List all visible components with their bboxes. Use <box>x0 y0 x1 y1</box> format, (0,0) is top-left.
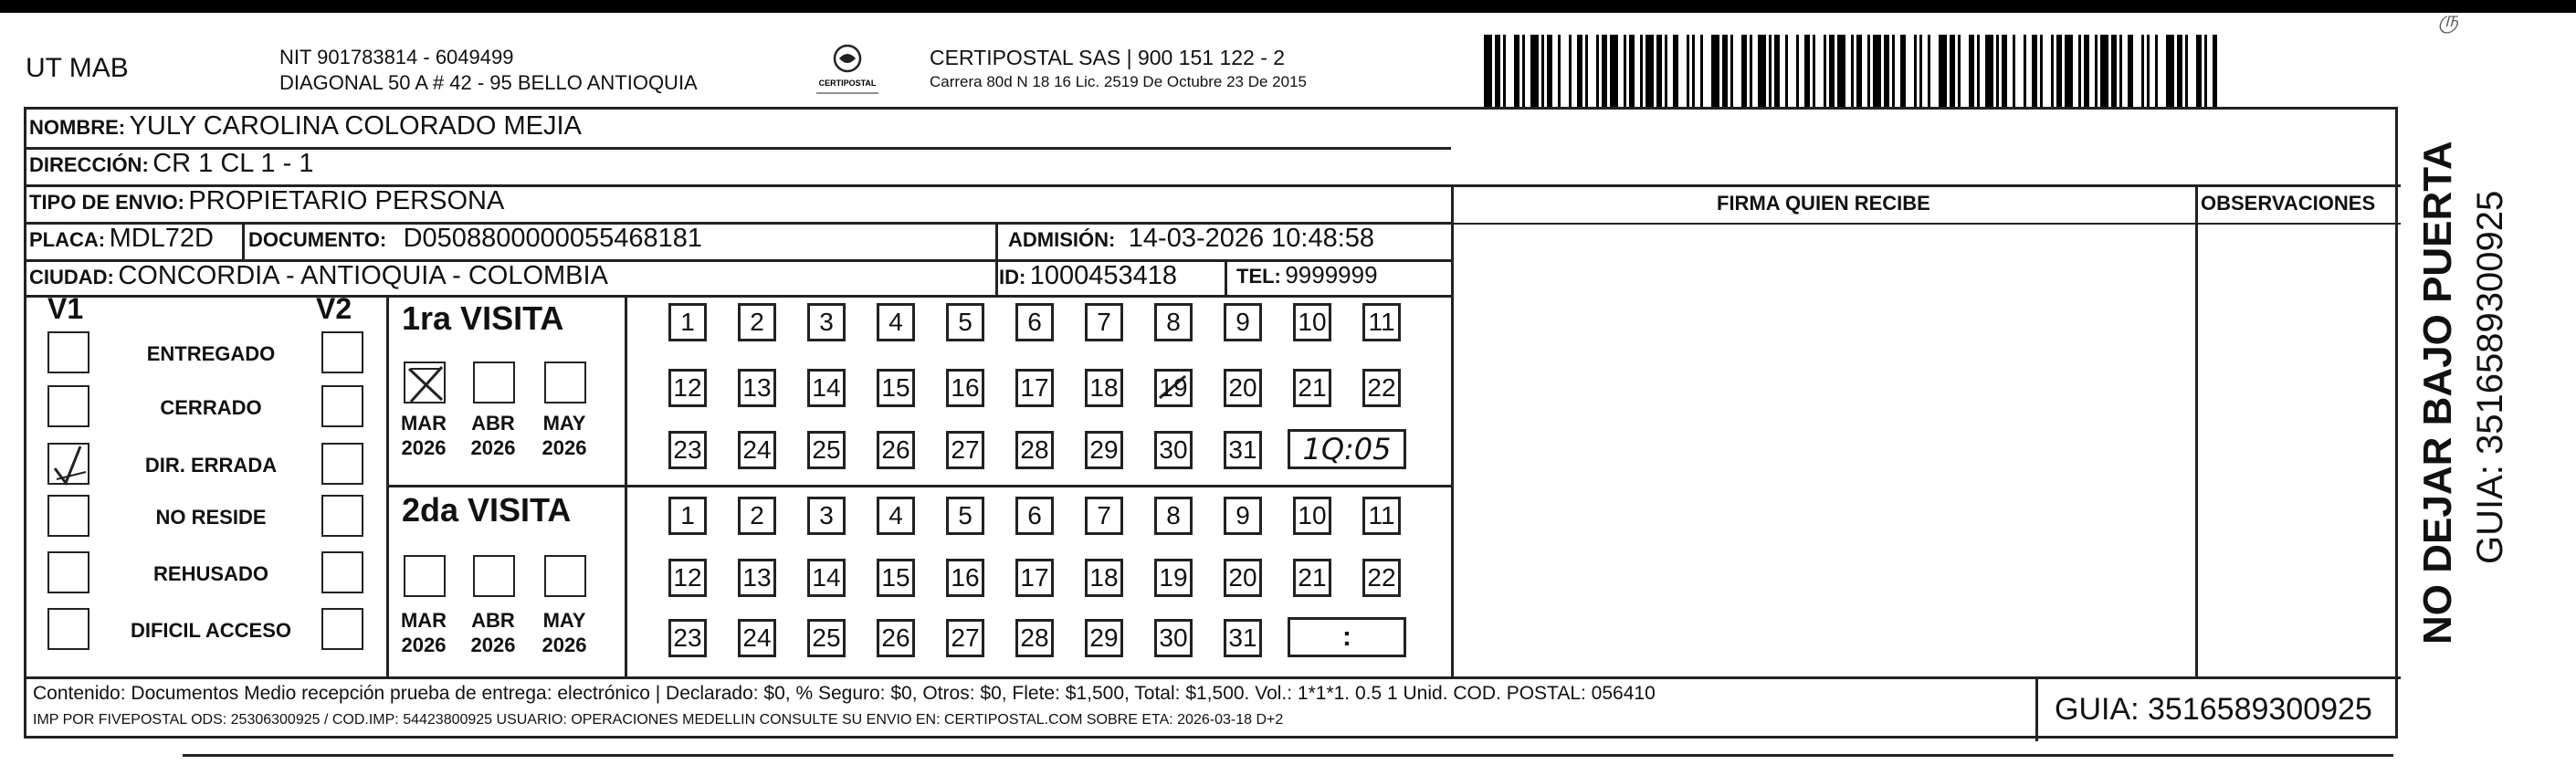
visit2-day-29[interactable]: 29 <box>1085 619 1123 657</box>
visit2-day-31[interactable]: 31 <box>1224 619 1262 657</box>
v1-header: V1 <box>47 292 84 325</box>
tipo-envio-label: TIPO DE ENVIO: <box>29 191 184 214</box>
visit2-day-16[interactable]: 16 <box>946 559 984 597</box>
visit1-month-box-3[interactable] <box>544 362 586 403</box>
certipostal-logo <box>811 42 884 99</box>
footer-imp: IMP POR FIVEPOSTAL ODS: 25306300925 / COD.IMP: 54423800925 USUARIO: OPERACIONES MEDELLIN CONSULTE SU ENVIO EN: CERTIPOSTAL.COM SOBRE ETA: 2026-03-18 D+2 <box>33 712 1284 728</box>
visit1-day-14[interactable]: 14 <box>807 369 846 407</box>
v2-checkbox-6[interactable] <box>321 608 363 650</box>
barcode <box>1484 35 2217 108</box>
field-id <box>999 261 1177 291</box>
visit1-day-24[interactable]: 24 <box>738 431 776 469</box>
status-label-4: NO RESIDE <box>155 506 267 529</box>
v2-checkbox-2[interactable] <box>321 385 363 427</box>
carrier-name: CERTIPOSTAL SAS | 900 151 122 - 2 <box>930 46 1286 69</box>
documento-value: D0508800000055468181 <box>403 224 702 253</box>
v2-checkbox-3[interactable] <box>321 443 363 485</box>
field-placa <box>29 224 214 254</box>
field-admision <box>1008 224 1374 254</box>
status-label-5: REHUSADO <box>153 562 268 585</box>
visit1-day-9[interactable]: 9 <box>1224 303 1262 341</box>
tel-value: 9999999 <box>1285 261 1378 288</box>
visit1-day-11[interactable]: 11 <box>1362 303 1401 341</box>
visit2-day-25[interactable]: 25 <box>807 619 846 657</box>
top-edge-bar <box>0 0 2576 13</box>
visit1-day-3[interactable]: 3 <box>807 303 846 341</box>
visit1-day-31[interactable]: 31 <box>1224 431 1262 469</box>
carrier-license: Carrera 80d N 18 16 Lic. 2519 De Octubre 23 De 2015 <box>930 73 1307 90</box>
visit1-day-21[interactable]: 21 <box>1293 369 1331 407</box>
visit1-day-23[interactable]: 23 <box>668 431 707 469</box>
visit1-day-20[interactable]: 20 <box>1224 369 1262 407</box>
company-address: DIAGONAL 50 A # 42 - 95 BELLO ANTIOQUIA <box>279 71 698 94</box>
visit2-month-box-1[interactable] <box>404 555 446 597</box>
visit1-day-6[interactable]: 6 <box>1015 303 1054 341</box>
visit1-day-1[interactable]: 1 <box>668 303 707 341</box>
visit1-day-15[interactable]: 15 <box>877 369 915 407</box>
footer-guia: GUIA: 3516589300925 <box>2055 692 2372 727</box>
documento-label: DOCUMENTO: <box>248 228 387 251</box>
visit2-month-label-1: MAR 2026 <box>400 609 447 656</box>
status-label-6: DIFICIL ACCESO <box>130 619 291 642</box>
visit1-day-4[interactable]: 4 <box>877 303 915 341</box>
visit1-day-8[interactable]: 8 <box>1154 303 1193 341</box>
visit2-day-11[interactable]: 11 <box>1362 497 1401 535</box>
ciudad-label: CIUDAD: <box>29 266 114 288</box>
field-tel <box>1236 261 1378 289</box>
field-tipo-envio <box>29 186 504 216</box>
visit2-day-6[interactable]: 6 <box>1015 497 1054 535</box>
visit2-day-18[interactable]: 18 <box>1085 559 1123 597</box>
svg-text:CERTIPOSTAL: CERTIPOSTAL <box>818 79 877 88</box>
visit2-day-30[interactable]: 30 <box>1154 619 1193 657</box>
visit1-day-30[interactable]: 30 <box>1154 431 1193 469</box>
visit1-day-22[interactable]: 22 <box>1362 369 1401 407</box>
v2-header: V2 <box>316 292 352 325</box>
visit2-month-label-3: MAY 2026 <box>541 609 587 656</box>
v2-checkbox-4[interactable] <box>321 495 363 537</box>
visit1-day-28[interactable]: 28 <box>1015 431 1054 469</box>
admision-label: ADMISIÓN: <box>1008 228 1116 251</box>
visit2-day-23[interactable]: 23 <box>668 619 707 657</box>
visit2-day-7[interactable]: 7 <box>1085 497 1123 535</box>
field-nombre <box>29 111 582 141</box>
side-guia: GUIA: 3516589300925 <box>2470 190 2510 564</box>
placa-value: MDL72D <box>109 224 214 253</box>
firma-header: FIRMA QUIEN RECIBE <box>1717 192 1930 215</box>
id-label: ID: <box>999 266 1026 288</box>
field-ciudad <box>29 261 608 291</box>
visit1-day-17[interactable]: 17 <box>1015 369 1054 407</box>
tel-label: TEL: <box>1236 265 1281 288</box>
visit2-day-12[interactable]: 12 <box>668 559 707 597</box>
visit1-month-label-2: ABR 2026 <box>470 412 516 459</box>
visit1-day-5[interactable]: 5 <box>946 303 984 341</box>
visit1-day-16[interactable]: 16 <box>946 369 984 407</box>
admision-value: 14-03-2026 10:48:58 <box>1128 224 1375 253</box>
visit2-day-21[interactable]: 21 <box>1293 559 1331 597</box>
visit1-day-25[interactable]: 25 <box>807 431 846 469</box>
visit2-day-26[interactable]: 26 <box>877 619 915 657</box>
visit1-time[interactable]: 1Q:05 <box>1288 429 1406 469</box>
visit2-month-box-2[interactable] <box>473 555 515 597</box>
visit1-day-7[interactable]: 7 <box>1085 303 1123 341</box>
visit2-month-label-2: ABR 2026 <box>470 609 516 656</box>
visit2-day-8[interactable]: 8 <box>1154 497 1193 535</box>
visit2-day-14[interactable]: 14 <box>807 559 846 597</box>
visit1-day-12[interactable]: 12 <box>668 369 707 407</box>
visit2-day-19[interactable]: 19 <box>1154 559 1193 597</box>
visit1-day-18[interactable]: 18 <box>1085 369 1123 407</box>
id-value: 1000453418 <box>1029 261 1178 290</box>
visit1-month-label-1: MAR 2026 <box>400 412 447 459</box>
visit2-day-9[interactable]: 9 <box>1224 497 1262 535</box>
tipo-envio-value: PROPIETARIO PERSONA <box>188 186 505 215</box>
visit1-day-29[interactable]: 29 <box>1085 431 1123 469</box>
no-dejar-bajo-puerta: NO DEJAR BAJO PUERTA <box>2415 141 2460 644</box>
direccion-label: DIRECCIÓN: <box>29 153 149 176</box>
v1-checkbox-5[interactable] <box>47 551 89 593</box>
visit1-day-13[interactable]: 13 <box>738 369 776 407</box>
ciudad-value: CONCORDIA - ANTIOQUIA - COLOMBIA <box>118 261 608 290</box>
visit1-day-26[interactable]: 26 <box>877 431 915 469</box>
v1-checkbox-6[interactable] <box>47 608 89 650</box>
v1-checkbox-4[interactable] <box>47 495 89 537</box>
company-nit: NIT 901783814 - 6049499 <box>279 46 514 68</box>
visit2-day-4[interactable]: 4 <box>877 497 915 535</box>
nombre-value: YULY CAROLINA COLORADO MEJIA <box>129 111 582 141</box>
observaciones-header: OBSERVACIONES <box>2201 192 2376 215</box>
company-name: UT MAB <box>26 53 129 83</box>
field-documento <box>248 224 702 254</box>
v1-checkbox-1[interactable] <box>47 331 89 373</box>
visit2-day-24[interactable]: 24 <box>738 619 776 657</box>
nombre-label: NOMBRE: <box>29 116 126 139</box>
visit2-day-1[interactable]: 1 <box>668 497 707 535</box>
visit2-title: 2da VISITA <box>402 491 572 529</box>
visit2-day-3[interactable]: 3 <box>807 497 846 535</box>
visit2-day-20[interactable]: 20 <box>1224 559 1262 597</box>
status-label-2: CERRADO <box>160 396 262 419</box>
visit1-month-box-2[interactable] <box>473 362 515 403</box>
visit2-day-10[interactable]: 10 <box>1293 497 1331 535</box>
visit2-day-22[interactable]: 22 <box>1362 559 1401 597</box>
visit2-day-15[interactable]: 15 <box>877 559 915 597</box>
bottom-rule <box>183 754 2393 757</box>
visit1-day-2[interactable]: 2 <box>738 303 776 341</box>
placa-label: PLACA: <box>29 228 106 251</box>
field-direccion <box>29 149 313 179</box>
footer-contenido: Contenido: Documentos Medio recepción prueba de entrega: electrónico | Declarado: $0, % Seguro: $0, Otros: $0, Flete: $1,500, Total: $1,500. Vol.: 1*1*1. 0.5 1 Unid. COD. POSTAL: 056410 <box>33 683 1656 704</box>
v2-checkbox-5[interactable] <box>321 551 363 593</box>
visit1-day-27[interactable]: 27 <box>946 431 984 469</box>
visit2-day-27[interactable]: 27 <box>946 619 984 657</box>
v1-checkbox-3[interactable] <box>47 443 89 485</box>
v1-checkbox-2[interactable] <box>47 385 89 427</box>
visit1-month-label-3: MAY 2026 <box>541 412 587 459</box>
visit2-day-2[interactable]: 2 <box>738 497 776 535</box>
handwritten-scribble: ரு <box>2438 7 2459 32</box>
visit2-day-5[interactable]: 5 <box>946 497 984 535</box>
status-label-3: DIR. ERRADA <box>144 454 278 477</box>
visit1-month-box-1[interactable] <box>404 362 446 403</box>
visit1-title: 1ra VISITA <box>402 299 564 337</box>
visit2-day-13[interactable]: 13 <box>738 559 776 597</box>
visit2-time[interactable]: : <box>1288 617 1406 657</box>
visit1-day-10[interactable]: 10 <box>1293 303 1331 341</box>
visit1-day-19[interactable]: 19 <box>1154 369 1193 407</box>
status-label-1: ENTREGADO <box>146 342 276 365</box>
direccion-value: CR 1 CL 1 - 1 <box>152 149 314 178</box>
v2-checkbox-1[interactable] <box>321 331 363 373</box>
visit2-day-17[interactable]: 17 <box>1015 559 1054 597</box>
visit2-month-box-3[interactable] <box>544 555 586 597</box>
visit2-day-28[interactable]: 28 <box>1015 619 1054 657</box>
